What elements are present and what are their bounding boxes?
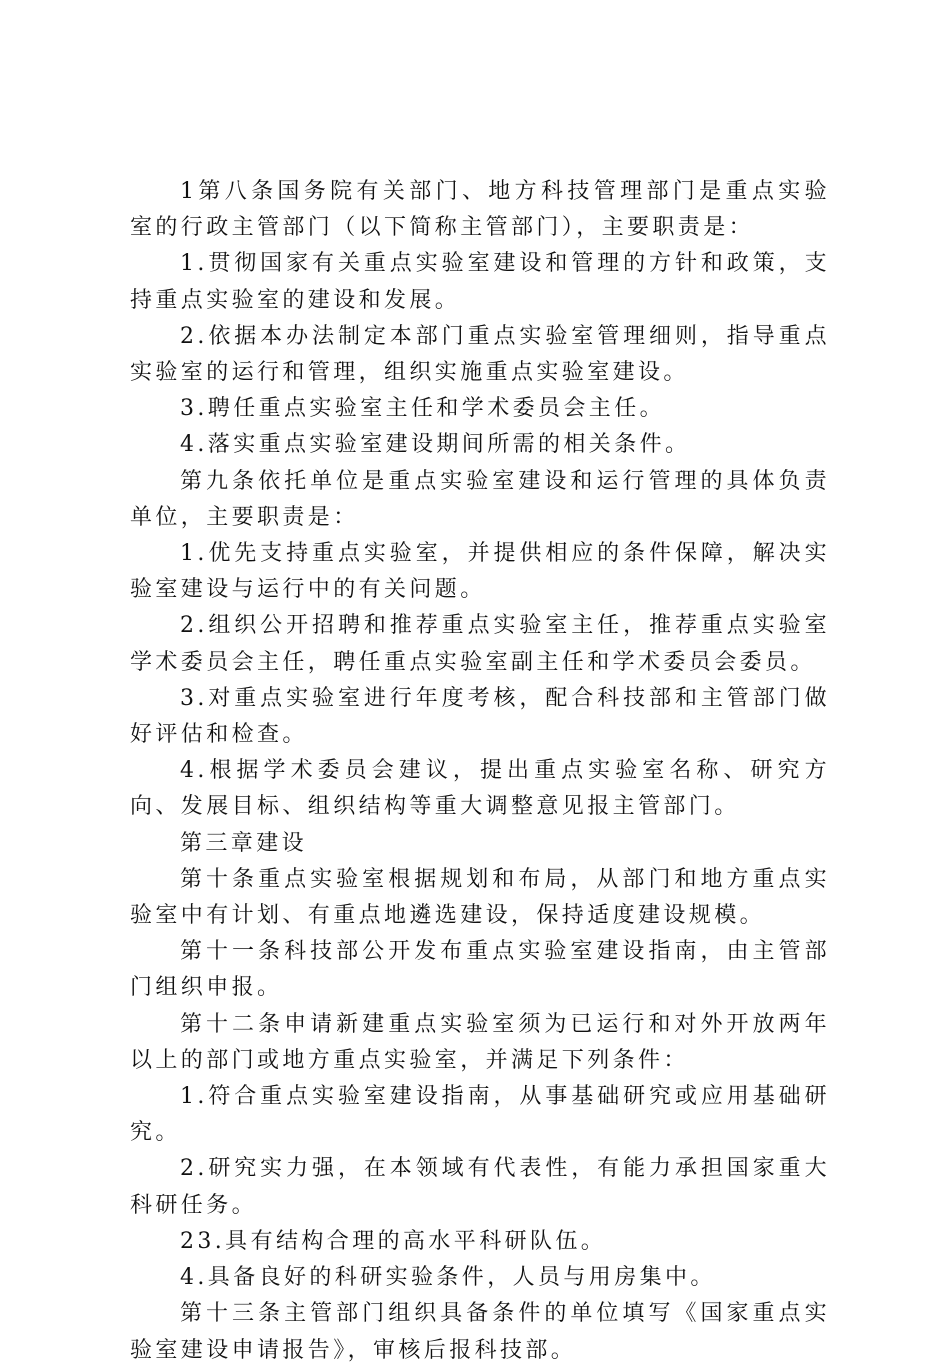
paragraph-article-10: 第十条重点实验室根据规划和布局，从部门和地方重点实验室中有计划、有重点地遴选建设，保持适度建设规模。 (130, 866, 830, 929)
paragraph-item: 4.落实重点实验室建设期间所需的相关条件。 (180, 432, 691, 458)
paragraph-item: 3.聘任重点实验室主任和学术委员会主任。 (180, 396, 665, 422)
paragraph-article-8: 1第八条国务院有关部门、地方科技管理部门是重点实验室的行政主管部门（以下简称主管部门），主要职责是： (130, 179, 830, 241)
paragraph-article-9: 第九条依托单位是重点实验室建设和运行管理的具体负责单位，主要职责是： (130, 468, 830, 530)
paragraph-item: 1.符合重点实验室建设指南，从事基础研究或应用基础研究。 (130, 1084, 830, 1146)
paragraph-item: 4.具备良好的科研实验条件，人员与用房集中。 (180, 1265, 716, 1291)
paragraph-item: 2.依据本办法制定本部门重点实验室管理细则，指导重点实验室的运行和管理，组织实施重点实验室建设。 (130, 323, 830, 386)
paragraph-item: 23.具有结构合理的高水平科研队伍。 (180, 1228, 607, 1254)
paragraph-article-13: 第十三条主管部门组织具备条件的单位填写《国家重点实验室建设申请报告》，审核后报科技部。 (130, 1301, 830, 1363)
paragraph-item: 4.根据学术委员会建议，提出重点实验室名称、研究方向、发展目标、组织结构等重大调整意见报主管部门。 (130, 758, 830, 820)
paragraph-article-11: 第十一条科技部公开发布重点实验室建设指南，由主管部门组织申报。 (130, 939, 830, 1001)
paragraph-item: 1.贯彻国家有关重点实验室建设和管理的方针和政策，支持重点实验室的建设和发展。 (130, 251, 830, 313)
chapter-heading: 第三章建设 (180, 830, 308, 856)
paragraph-article-12: 第十二条申请新建重点实验室须为已运行和对外开放两年以上的部门或地方重点实验室，并满足下列条件： (130, 1011, 830, 1073)
paragraph-item: 1.优先支持重点实验室，并提供相应的条件保障，解决实验室建设与运行中的有关问题。 (130, 541, 830, 603)
paragraph-item: 2.研究实力强，在本领域有代表性，有能力承担国家重大科研任务。 (130, 1156, 830, 1218)
paragraph-item: 2.组织公开招聘和推荐重点实验室主任，推荐重点实验室学术委员会主任，聘任重点实验室副主任和学术委员会委员。 (130, 613, 830, 675)
paragraph-item: 3.对重点实验室进行年度考核，配合科技部和主管部门做好评估和检查。 (130, 685, 830, 748)
document-body (130, 174, 830, 1369)
